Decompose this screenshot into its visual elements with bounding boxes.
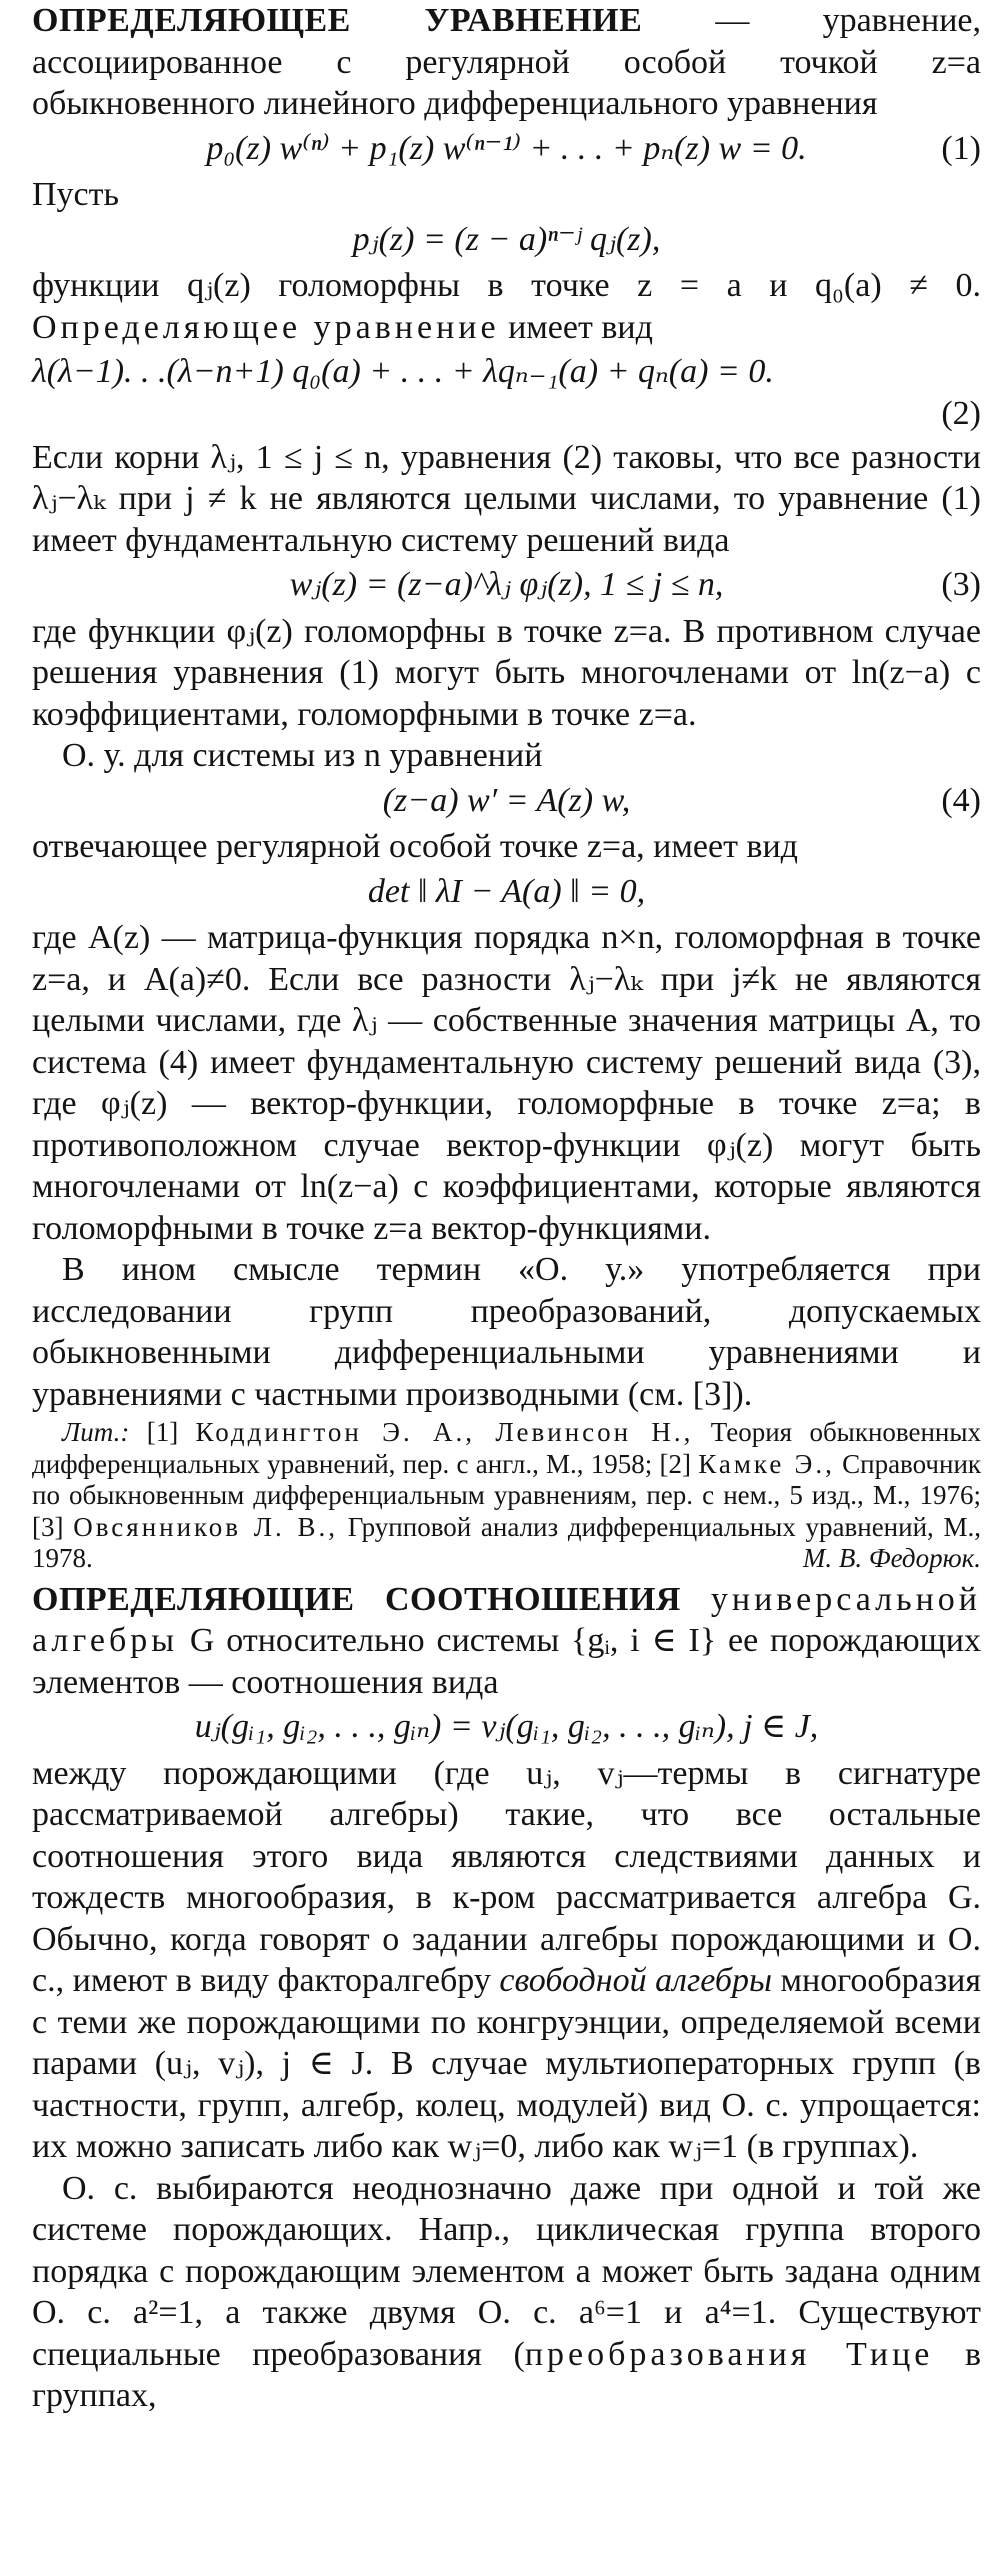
art1-para7: В ином смысле термин «О. у.» употребляется при исследовании групп преобразований, допускаемых обыкновенными дифференциальными уравнениями и уравнениями с частными производными (см. [3]). — [32, 1251, 981, 1413]
eq-number: (2) — [941, 394, 981, 432]
art2-intro: ОПРЕДЕЛЯЮЩИЕ СООТНОШЕНИЯ универсальной алгебры G относительно системы {gᵢ, i ∈ I} ее порождающих элементов — соотношения вида — [32, 1580, 981, 1701]
art1-para3: где функции φⱼ(z) голоморфны в точке z=a. В противном случае решения уравнения (1) могут быть многочленами от ln(z−a) с коэффициентами, голоморфными в точке z=a. — [32, 612, 981, 733]
art1-para6: где A(z) — матрица-функция порядка n×n, голоморфная в точке z=a, и A(a)≠0. Если все разности λⱼ−λₖ при j≠k не являются целыми числами, где λⱼ — собственные значения матрицы A, то система (4) имеет фундаментальную систему решений вида (3), где φⱼ(z) — вектор-функции, голоморфные в точке z=a; в противоположном случае вектор-функции φⱼ(z) могут быть многочленами от ln(z−a) с коэффициентами, которые являются голоморфными в точке z=a вектор-функциями. — [32, 919, 981, 1247]
art1-eq4: (z−a) w′ = A(z) w, (4) — [32, 780, 981, 822]
art1-title: ОПРЕДЕЛЯЮЩЕЕ УРАВНЕНИЕ — [32, 2, 643, 39]
art1-author: М. В. Федорюк. — [802, 1543, 981, 1573]
art1-eq2: λ(λ−1). . .(λ−n+1) q₀(a) + . . . + λqₙ₋₁(a) + qₙ(a) = 0. (2) — [32, 353, 981, 432]
art2-title: ОПРЕДЕЛЯЮЩИЕ СООТНОШЕНИЯ — [32, 1580, 681, 1618]
art1-para5: отвечающее регулярной особой точке z=a, имеет вид — [32, 828, 798, 865]
art1-para4: О. у. для системы из n уравнений — [62, 737, 543, 774]
eq-number: (3) — [941, 566, 981, 603]
art1-para2: Если корни λⱼ, 1 ≤ j ≤ n, уравнения (2) таковы, что все разности λⱼ−λₖ при j ≠ k не являются целыми числами, то уравнение (1) имеет фундаментальную систему решений вида — [32, 438, 981, 559]
eq-number: (1) — [941, 129, 981, 167]
eq-number: (4) — [941, 781, 981, 819]
art1-eq3: wⱼ(z) = (z−a)^λⱼ φⱼ(z), 1 ≤ j ≤ n, (3) — [32, 564, 981, 606]
art1-eq5: det ‖ λI − A(a) ‖ = 0, — [367, 872, 646, 910]
art2-para2: О. с. выбираются неоднозначно даже при одной и той же системе порождающих. Напр., циклическая группа второго порядка с порождающим элементом a может быть задана одним О. с. a²=1, а также двумя О. с. a⁶=1 и a⁴=1. Существуют специальные преобразования (преобразования Тице в группах, — [32, 2169, 982, 2414]
art2-para1: между порождающими (где uⱼ, vⱼ—термы в сигнатуре рассматриваемой алгебры) такие, что все остальные соотношения этого вида являются следствиями данных и тождеств многообразия, в к-ром рассматривается алгебра G. Обычно, когда говорят о задании алгебры порождающими и О. с., имеют в виду факторалгебру свободной алгебры многообразия с теми же порождающими по конгруэнции, определяемой всеми парами (uⱼ, vⱼ), j ∈ J. В случае мультиоператорных групп (в частности, групп, алгебр, колец, модулей) вид О. с. упрощается: их можно записать либо как wⱼ=0, либо как wⱼ=1 (в группах). — [32, 1754, 981, 2165]
art1-literature: Лит.: [1] Коддингтон Э. А., Левинсон Н., Теория обыкновенных дифференциальных уравнений, пер. с англ., М., 1958; [2] Камке Э., Справочник по обыкновенным дифференциальным уравнениям, пер. с нем., 5 изд., М., 1976; [3] Овсянников Л. В., Групповой анализ дифференциальных уравнений, М., 1978. М. В. Федорюк. — [32, 1417, 982, 1573]
art1-eq-p: pⱼ(z) = (z − a)ⁿ⁻ʲ qⱼ(z), — [352, 220, 661, 258]
art2-eq1: uⱼ(gᵢ₁, gᵢ₂, . . ., gᵢₙ) = vⱼ(gᵢ₁, gᵢ₂, . . ., gᵢₙ), j ∈ J, — [194, 1708, 819, 1745]
art1-eq1: p₀(z) w⁽ⁿ⁾ + p₁(z) w⁽ⁿ⁻¹⁾ + . . . + pₙ(z) w = 0. (1) — [32, 128, 981, 170]
art1-para1: функции qⱼ(z) голоморфны в точке z = a и q₀(a) ≠ 0. Определяющее уравнение имеет вид — [32, 267, 981, 346]
art1-let: Пусть — [32, 176, 120, 213]
art1-intro: ОПРЕДЕЛЯЮЩЕЕ УРАВНЕНИЕ — уравнение, ассоциированное с регулярной особой точкой z=a обыкновенного линейного дифференциального уравнения — [32, 2, 981, 122]
